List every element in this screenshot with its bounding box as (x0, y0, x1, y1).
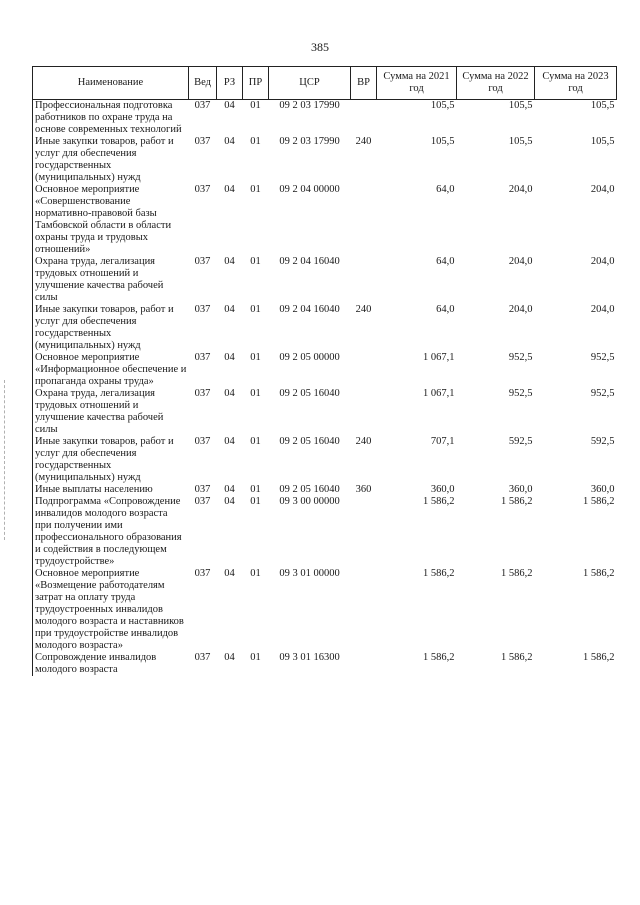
cell-ved: 037 (194, 100, 211, 111)
table-body (33, 100, 617, 677)
cell-sum-2023: 1 586,2 (583, 568, 615, 579)
cell-sum-2022: 1 586,2 (501, 568, 533, 579)
cell-vr (351, 184, 377, 256)
cell-rz: 04 (224, 256, 235, 267)
cell-ved: 037 (194, 136, 211, 147)
cell-sum-2022: 952,5 (508, 388, 533, 399)
table-row (33, 568, 617, 652)
table-row (33, 184, 617, 256)
cell-pr: 01 (250, 256, 261, 267)
cell-ved: 037 (194, 304, 211, 315)
table-row (33, 652, 617, 676)
cell-csr: 09 2 05 16040 (279, 484, 340, 495)
cell-sum-2023: 952,5 (590, 388, 615, 399)
header-sum-2021: Сумма на 2021 год (377, 67, 457, 100)
cell-csr: 09 3 01 00000 (279, 568, 340, 579)
header-rz: РЗ (217, 67, 243, 100)
cell-sum-2022: 204,0 (508, 304, 533, 315)
table-row (33, 136, 617, 184)
cell-rz: 04 (224, 484, 235, 495)
cell-sum-2021: 105,5 (430, 100, 455, 111)
cell-ved: 037 (194, 496, 211, 507)
cell-name: Иные выплаты населению (33, 484, 189, 496)
cell-pr: 01 (250, 436, 261, 447)
cell-csr: 09 2 03 17990 (279, 100, 340, 111)
cell-sum-2023: 1 586,2 (583, 496, 615, 507)
cell-sum-2021: 1 586,2 (423, 652, 455, 663)
cell-csr: 09 2 04 16040 (279, 304, 340, 315)
cell-ved: 037 (194, 352, 211, 363)
cell-pr: 01 (250, 652, 261, 663)
cell-sum-2022: 105,5 (508, 100, 533, 111)
cell-pr: 01 (250, 100, 261, 111)
cell-rz: 04 (224, 304, 235, 315)
cell-rz: 04 (224, 496, 235, 507)
cell-csr: 09 3 01 16300 (279, 652, 340, 663)
cell-csr: 09 2 05 16040 (279, 388, 340, 399)
cell-sum-2022: 360,0 (508, 484, 533, 495)
cell-sum-2022: 1 586,2 (501, 496, 533, 507)
cell-name: Сопровождение инвалидов молодого возраста (33, 652, 189, 676)
cell-pr: 01 (250, 568, 261, 579)
cell-ved: 037 (194, 652, 211, 663)
cell-csr: 09 2 04 00000 (279, 184, 340, 195)
cell-csr: 09 2 05 00000 (279, 352, 340, 363)
cell-sum-2022: 204,0 (508, 256, 533, 267)
cell-sum-2022: 952,5 (508, 352, 533, 363)
cell-name: Основное мероприятие «Информационное обеспечение и пропаганда охраны труда» (33, 352, 189, 388)
cell-pr: 01 (250, 388, 261, 399)
cell-name: Охрана труда, легализация трудовых отношений и улучшение качества рабочей силы (33, 388, 189, 436)
cell-pr: 01 (250, 352, 261, 363)
cell-sum-2021: 1 067,1 (423, 352, 455, 363)
cell-sum-2021: 1 586,2 (423, 496, 455, 507)
cell-sum-2022: 592,5 (508, 436, 533, 447)
cell-sum-2021: 1 586,2 (423, 568, 455, 579)
table-row (33, 256, 617, 304)
cell-sum-2023: 204,0 (590, 184, 615, 195)
header-pr: ПР (243, 67, 269, 100)
cell-csr: 09 3 00 00000 (279, 496, 340, 507)
cell-name: Иные закупки товаров, работ и услуг для обеспечения государственных (муниципальных) нужд (33, 136, 189, 184)
cell-sum-2021: 64,0 (436, 184, 455, 195)
cell-sum-2023: 592,5 (590, 436, 615, 447)
table-row (33, 304, 617, 352)
cell-ved: 037 (194, 184, 211, 195)
cell-sum-2021: 64,0 (436, 256, 455, 267)
cell-name: Иные закупки товаров, работ и услуг для обеспечения государственных (муниципальных) нужд (33, 304, 189, 352)
header-sum-2023: Сумма на 2023 год (535, 67, 617, 100)
cell-sum-2022: 204,0 (508, 184, 533, 195)
cell-sum-2021: 360,0 (430, 484, 455, 495)
cell-rz: 04 (224, 184, 235, 195)
cell-name: Основное мероприятие «Возмещение работодателям затрат на оплату труда трудоустроенных инвалидов молодого возраста и наставников при трудоустройстве инвалидов молодого возраста» (33, 568, 189, 652)
cell-csr: 09 2 04 16040 (279, 256, 340, 267)
cell-sum-2023: 1 586,2 (583, 652, 615, 663)
header-sum-2022: Сумма на 2022 год (457, 67, 535, 100)
cell-vr: 240 (355, 436, 372, 447)
cell-pr: 01 (250, 496, 261, 507)
cell-ved: 037 (194, 256, 211, 267)
header-name: Наименование (33, 67, 189, 100)
table-row (33, 388, 617, 436)
cell-vr (351, 256, 377, 304)
cell-sum-2023: 105,5 (590, 136, 615, 147)
header-vr: ВР (351, 67, 377, 100)
cell-vr (351, 652, 377, 676)
cell-ved: 037 (194, 436, 211, 447)
cell-sum-2021: 1 067,1 (423, 388, 455, 399)
cell-pr: 01 (250, 136, 261, 147)
cell-sum-2021: 105,5 (430, 136, 455, 147)
cell-vr (351, 388, 377, 436)
cell-rz: 04 (224, 568, 235, 579)
cell-sum-2023: 204,0 (590, 256, 615, 267)
page-number: 385 (311, 40, 329, 54)
cell-rz: 04 (224, 652, 235, 663)
scan-edge-mark (4, 380, 6, 540)
table-row (33, 496, 617, 568)
cell-vr (351, 352, 377, 388)
header-csr: ЦСР (269, 67, 351, 100)
cell-sum-2023: 204,0 (590, 304, 615, 315)
cell-sum-2023: 360,0 (590, 484, 615, 495)
cell-name: Основное мероприятие «Совершенствование нормативно-правовой базы Тамбовской области в области охраны труда и трудовых отношений» (33, 184, 189, 256)
cell-name: Охрана труда, легализация трудовых отношений и улучшение качества рабочей силы (33, 256, 189, 304)
cell-vr: 240 (355, 136, 372, 147)
cell-vr (351, 100, 377, 137)
cell-pr: 01 (250, 304, 261, 315)
cell-name: Профессиональная подготовка работников по охране труда на основе современных технологий (33, 100, 189, 137)
cell-pr: 01 (250, 484, 261, 495)
cell-csr: 09 2 05 16040 (279, 436, 340, 447)
cell-rz: 04 (224, 352, 235, 363)
budget-table (32, 66, 617, 676)
cell-ved: 037 (194, 568, 211, 579)
cell-rz: 04 (224, 136, 235, 147)
cell-vr (351, 496, 377, 568)
table-row (33, 436, 617, 484)
cell-ved: 037 (194, 388, 211, 399)
cell-rz: 04 (224, 100, 235, 111)
cell-rz: 04 (224, 436, 235, 447)
table-row (33, 352, 617, 388)
cell-vr (351, 568, 377, 652)
cell-vr: 360 (355, 484, 372, 495)
cell-ved: 037 (194, 484, 211, 495)
cell-sum-2021: 707,1 (430, 436, 455, 447)
cell-sum-2023: 952,5 (590, 352, 615, 363)
cell-sum-2022: 105,5 (508, 136, 533, 147)
cell-sum-2022: 1 586,2 (501, 652, 533, 663)
cell-sum-2021: 64,0 (436, 304, 455, 315)
cell-name: Подпрограмма «Сопровождение инвалидов молодого возраста при получении ими профессионального образования и содействия в последующем трудоустройстве» (33, 496, 189, 568)
table-header-row (33, 67, 617, 100)
header-ved: Вед (189, 67, 217, 100)
cell-vr: 240 (355, 304, 372, 315)
cell-rz: 04 (224, 388, 235, 399)
cell-sum-2023: 105,5 (590, 100, 615, 111)
cell-name: Иные закупки товаров, работ и услуг для обеспечения государственных (муниципальных) нужд (33, 436, 189, 484)
cell-csr: 09 2 03 17990 (279, 136, 340, 147)
table-row (33, 100, 617, 137)
table-row (33, 484, 617, 496)
cell-pr: 01 (250, 184, 261, 195)
